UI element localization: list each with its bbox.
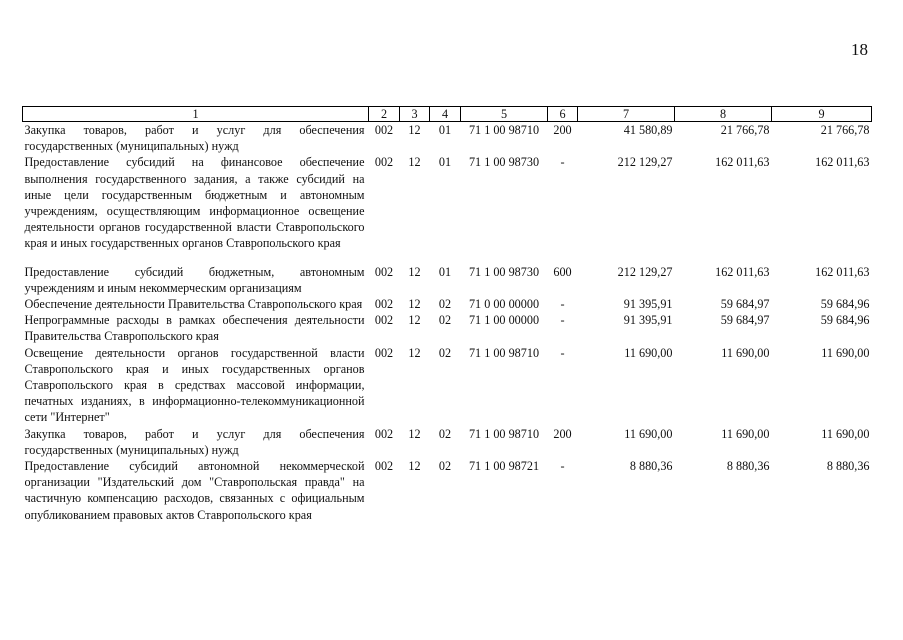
row-pr: 02 xyxy=(438,459,452,474)
column-header: 6 xyxy=(548,107,578,122)
table-row xyxy=(23,345,872,426)
row-vr: 600 xyxy=(553,264,572,279)
row-pr: 01 xyxy=(438,155,452,170)
row-amount-9: 8 880,36 xyxy=(826,459,870,474)
table-row xyxy=(23,426,872,458)
row-csr: 71 1 00 98730 xyxy=(468,155,540,170)
row-pr: 02 xyxy=(438,426,452,441)
row-amount-9: 11 690,00 xyxy=(821,345,870,360)
row-csr: 71 1 00 98721 xyxy=(468,459,540,474)
row-amount-9: 59 684,96 xyxy=(820,313,870,328)
column-header: 8 xyxy=(675,107,772,122)
row-pr: 02 xyxy=(438,345,452,360)
row-csr: 71 1 00 00000 xyxy=(468,313,540,328)
row-amount-9: 162 011,63 xyxy=(815,155,870,170)
row-rz: 12 xyxy=(408,155,421,170)
row-amount-8: 8 880,36 xyxy=(726,459,770,474)
row-name: Обеспечение деятельности Правительства Ставропольского края xyxy=(24,297,363,312)
row-rz: 12 xyxy=(408,123,421,137)
row-ved: 002 xyxy=(374,426,394,441)
row-amount-8: 11 690,00 xyxy=(721,426,770,441)
row-rz: 12 xyxy=(408,345,421,360)
table-row xyxy=(23,122,872,155)
row-csr: 71 1 00 98710 xyxy=(468,426,540,441)
row-pr: 01 xyxy=(438,264,452,279)
row-amount-7: 91 395,91 xyxy=(623,297,673,312)
row-name: Освещение деятельности органов государственной власти Ставропольского края и иных государственных органов Ставропольского края в средствах массовой информации, печатных изданиях, в информационно-телекоммуникационной сети "Интернет" xyxy=(24,345,365,425)
column-number-row xyxy=(23,107,872,122)
row-vr: 200 xyxy=(553,426,572,441)
row-vr: - xyxy=(560,297,565,312)
row-amount-7: 212 129,27 xyxy=(617,264,673,279)
row-amount-9: 11 690,00 xyxy=(821,426,870,441)
row-amount-8: 162 011,63 xyxy=(715,264,770,279)
row-name: Непрограммные расходы в рамках обеспечения деятельности Правительства Ставропольского края xyxy=(24,313,365,344)
row-pr: 01 xyxy=(438,123,452,137)
row-amount-7: 212 129,27 xyxy=(617,155,673,170)
row-csr: 71 0 00 00000 xyxy=(468,297,540,312)
row-csr: 71 1 00 98730 xyxy=(468,264,540,279)
row-rz: 12 xyxy=(408,459,421,474)
row-rz: 12 xyxy=(408,264,421,279)
row-name: Закупка товаров, работ и услуг для обеспечения государственных (муниципальных) нужд xyxy=(24,426,365,457)
row-ved: 002 xyxy=(374,264,394,279)
column-header: 1 xyxy=(23,107,369,122)
row-ved: 002 xyxy=(374,345,394,360)
column-header: 3 xyxy=(400,107,430,122)
page-number: 18 xyxy=(851,40,868,59)
row-vr: - xyxy=(560,459,565,474)
row-amount-8: 21 766,78 xyxy=(720,123,770,137)
table-row xyxy=(23,264,872,296)
row-ved: 002 xyxy=(374,155,394,170)
row-amount-7: 8 880,36 xyxy=(629,459,673,474)
column-header: 5 xyxy=(461,107,548,122)
row-amount-8: 11 690,00 xyxy=(721,345,770,360)
row-amount-9: 162 011,63 xyxy=(815,264,870,279)
row-amount-9: 59 684,96 xyxy=(820,297,870,312)
row-amount-7: 41 580,89 xyxy=(623,123,673,137)
row-amount-9: 21 766,78 xyxy=(820,123,870,137)
table-row xyxy=(23,296,872,312)
row-rz: 12 xyxy=(408,426,421,441)
row-ved: 002 xyxy=(374,297,394,312)
row-amount-7: 11 690,00 xyxy=(624,345,673,360)
table-row xyxy=(23,458,872,523)
row-amount-8: 59 684,97 xyxy=(720,313,770,328)
row-vr: - xyxy=(560,313,565,328)
row-amount-8: 59 684,97 xyxy=(720,297,770,312)
row-name: Предоставление субсидий бюджетным, автономным учреждениям и иным некоммерческим организациям xyxy=(24,264,365,295)
row-amount-8: 162 011,63 xyxy=(715,155,770,170)
budget-table xyxy=(22,106,872,523)
row-ved: 002 xyxy=(374,459,394,474)
row-vr: 200 xyxy=(553,123,572,137)
row-vr: - xyxy=(560,155,565,170)
table-row xyxy=(23,154,872,263)
row-ved: 002 xyxy=(374,313,394,328)
row-csr: 71 1 00 98710 xyxy=(468,345,540,360)
row-rz: 12 xyxy=(408,313,421,328)
row-vr: - xyxy=(560,345,565,360)
column-header: 4 xyxy=(430,107,461,122)
row-name: Закупка товаров, работ и услуг для обеспечения государственных (муниципальных) нужд xyxy=(24,123,365,154)
column-header: 9 xyxy=(772,107,872,122)
table-row xyxy=(23,312,872,344)
column-header: 7 xyxy=(578,107,675,122)
row-name: Предоставление субсидий автономной некоммерческой организации "Издательский дом "Ставропольская правда" на частичную компенсацию расходов, связанных с официальным опубликованием правовых актов Ставропольского края xyxy=(24,459,365,522)
row-pr: 02 xyxy=(438,297,452,312)
row-amount-7: 11 690,00 xyxy=(624,426,673,441)
row-pr: 02 xyxy=(438,313,452,328)
row-ved: 002 xyxy=(374,123,394,137)
row-name: Предоставление субсидий на финансовое обеспечение выполнения государственного задания, а также субсидий на иные цели государственным бюджетным и автономным учреждениям, осуществляющим информационное освещение деятельности органов государственной власти Ставропольского края и иных государственных органов Ставропольского края xyxy=(24,155,365,251)
column-header: 2 xyxy=(369,107,400,122)
row-rz: 12 xyxy=(408,297,421,312)
row-csr: 71 1 00 98710 xyxy=(468,123,540,137)
row-amount-7: 91 395,91 xyxy=(623,313,673,328)
